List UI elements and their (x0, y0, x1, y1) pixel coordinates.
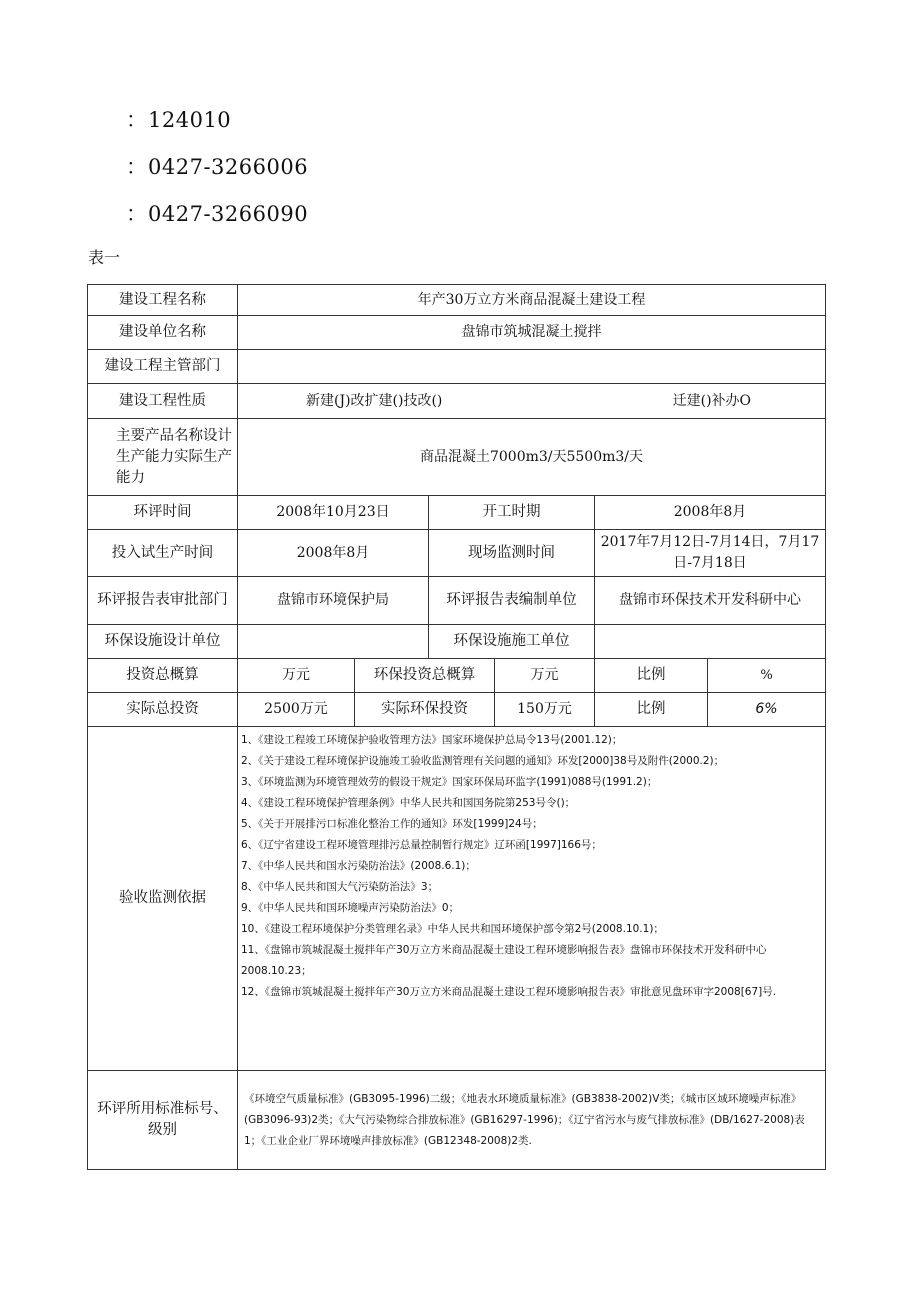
postal-code-line (126, 104, 231, 134)
list-item: 10、《建设工程环境保护分类管理名录》中华人民共和国环境保护部令第2号(2008.10.1)； (241, 923, 664, 935)
list-item: 7、《中华人民共和国水污染防治法》(2008.6.1)； (241, 860, 476, 872)
table-row (88, 625, 826, 659)
nature-value (238, 384, 826, 419)
eia-time-value: 2008年10月23日 (238, 496, 429, 530)
basis-label: 验收监测依据 (88, 727, 238, 1071)
list-item: 4、《建设工程环境保护管理条例》中华人民共和国国务院第253号令()； (241, 797, 576, 809)
authority-label: 建设工程主管部门 (88, 350, 238, 384)
start-date-label: 开工时期 (429, 496, 595, 530)
approval-dept-label: 环评报告表审批部门 (88, 577, 238, 625)
list-item: 6、《辽宁省建设工程环境管理排污总量控制暂行规定》辽环函[1997]166号； (241, 839, 602, 851)
authority-value (238, 350, 826, 384)
investment-est-value: 万元 (238, 659, 355, 693)
unit-name-label: 建设单位名称 (88, 316, 238, 350)
colon: ： (126, 108, 148, 132)
standards-text: 《环境空气质量标准》(GB3095-1996)二级；《地表水环境质量标准》(GB3838-2002)V类；《城市区域环境噪声标准》(GB3096-93)2类；《大气污染物综合排放标准》(GB16297-1996)；《辽宁省污水与废气排放标准》(DB/1627-2008)表1；《工业企业厂界环境噪声排放标准》(GB12348-2008)2类. (238, 1071, 826, 1170)
list-item: 11、《盘锦市筑城混凝土搅拌年产30万立方米商品混凝土建设工程环境影响报告表》盘锦市环保技术开发科研中心2008.10.23； (241, 944, 767, 977)
report-compiler-value: 盘锦市环保技术开发科研中心 (595, 577, 826, 625)
list-item: 5、《关于开展排污口标准化整治工作的通知》环发[1999]24号； (241, 818, 543, 830)
colon: ： (126, 202, 148, 226)
facility-design-label: 环保设施设计单位 (88, 625, 238, 659)
table-row (88, 285, 826, 316)
ratio-label: 比例 (595, 693, 708, 727)
nature-value-right: 迁建()补办O (672, 392, 752, 409)
ratio-label: 比例 (595, 659, 708, 693)
trial-time-value: 2008年8月 (238, 530, 429, 577)
phone-number: 0427-3266006 (148, 155, 309, 179)
env-investment-est-label: 环保投资总概算 (355, 659, 495, 693)
eia-time-label: 环评时间 (88, 496, 238, 530)
table-row (88, 693, 826, 727)
table-row (88, 350, 826, 384)
table-row (88, 530, 826, 577)
colon: ： (126, 155, 148, 179)
list-item: 8、《中华人民共和国大气污染防治法》3； (241, 881, 439, 893)
monitoring-time-value: 2017年7月12日-7月14日，7月17日-7月18日 (595, 530, 826, 577)
investment-act-value: 2500万元 (238, 693, 355, 727)
list-item: 2、《关于建设工程环境保护设施竣工验收监测管理有关问题的通知》环发[2000]38号及附件(2000.2)； (241, 755, 725, 767)
table-row (88, 1071, 826, 1170)
facility-design-value (238, 625, 429, 659)
table-row (88, 419, 826, 496)
project-name-value: 年产30万立方米商品混凝土建设工程 (238, 285, 826, 316)
list-item: 3、《环境监测为环境管理效劳的假设干规定》国家环保局环监字(1991)088号(1991.2)； (241, 776, 658, 788)
table-row (88, 496, 826, 530)
ratio-est-value: % (708, 659, 826, 693)
investment-est-label: 投资总概算 (88, 659, 238, 693)
env-investment-act-value: 150万元 (495, 693, 595, 727)
project-info-table (87, 284, 826, 1170)
env-investment-est-value: 万元 (495, 659, 595, 693)
project-name-label: 建设工程名称 (88, 285, 238, 316)
postal-code: 124010 (148, 108, 232, 132)
list-item: 1、《建设工程竣工环境保护验收管理方法》国家环境保护总局令13号(2001.12)； (241, 734, 623, 746)
trial-time-label: 投入试生产时间 (88, 530, 238, 577)
facility-construction-label: 环保设施施工单位 (429, 625, 595, 659)
table-row (88, 316, 826, 350)
table-row (88, 384, 826, 419)
investment-act-label: 实际总投资 (88, 693, 238, 727)
fax-number: 0427-3266090 (148, 202, 309, 226)
approval-dept-value: 盘锦市环境保护局 (238, 577, 429, 625)
table-row (88, 659, 826, 693)
nature-value-left: 新建(J)改扩建()技改() (306, 392, 443, 409)
env-investment-act-label: 实际环保投资 (355, 693, 495, 727)
capacity-label: 主要产品名称设计生产能力实际生产能力 (88, 419, 238, 496)
list-item: 9、《中华人民共和国环境噪声污染防治法》0； (241, 902, 460, 914)
table-caption: 表一 (88, 248, 121, 267)
nature-label: 建设工程性质 (88, 384, 238, 419)
basis-list (238, 727, 826, 1071)
fax-line (126, 198, 308, 228)
report-compiler-label: 环评报告表编制单位 (429, 577, 595, 625)
table-row (88, 577, 826, 625)
facility-construction-value (595, 625, 826, 659)
monitoring-time-label: 现场监测时间 (429, 530, 595, 577)
ratio-act-value: 6% (708, 693, 826, 727)
start-date-value: 2008年8月 (595, 496, 826, 530)
standards-label: 环评所用标准标号、级别 (88, 1071, 238, 1170)
phone-line (126, 151, 308, 181)
capacity-value: 商品混凝土7000m3/天5500m3/天 (238, 419, 826, 496)
list-item: 12、《盘锦市筑城混凝土搅拌年产30万立方米商品混凝土建设工程环境影响报告表》审批意见盘环审字2008[67]号. (241, 986, 777, 998)
table-row (88, 727, 826, 1071)
unit-name-value: 盘锦市筑城混凝土搅拌 (238, 316, 826, 350)
